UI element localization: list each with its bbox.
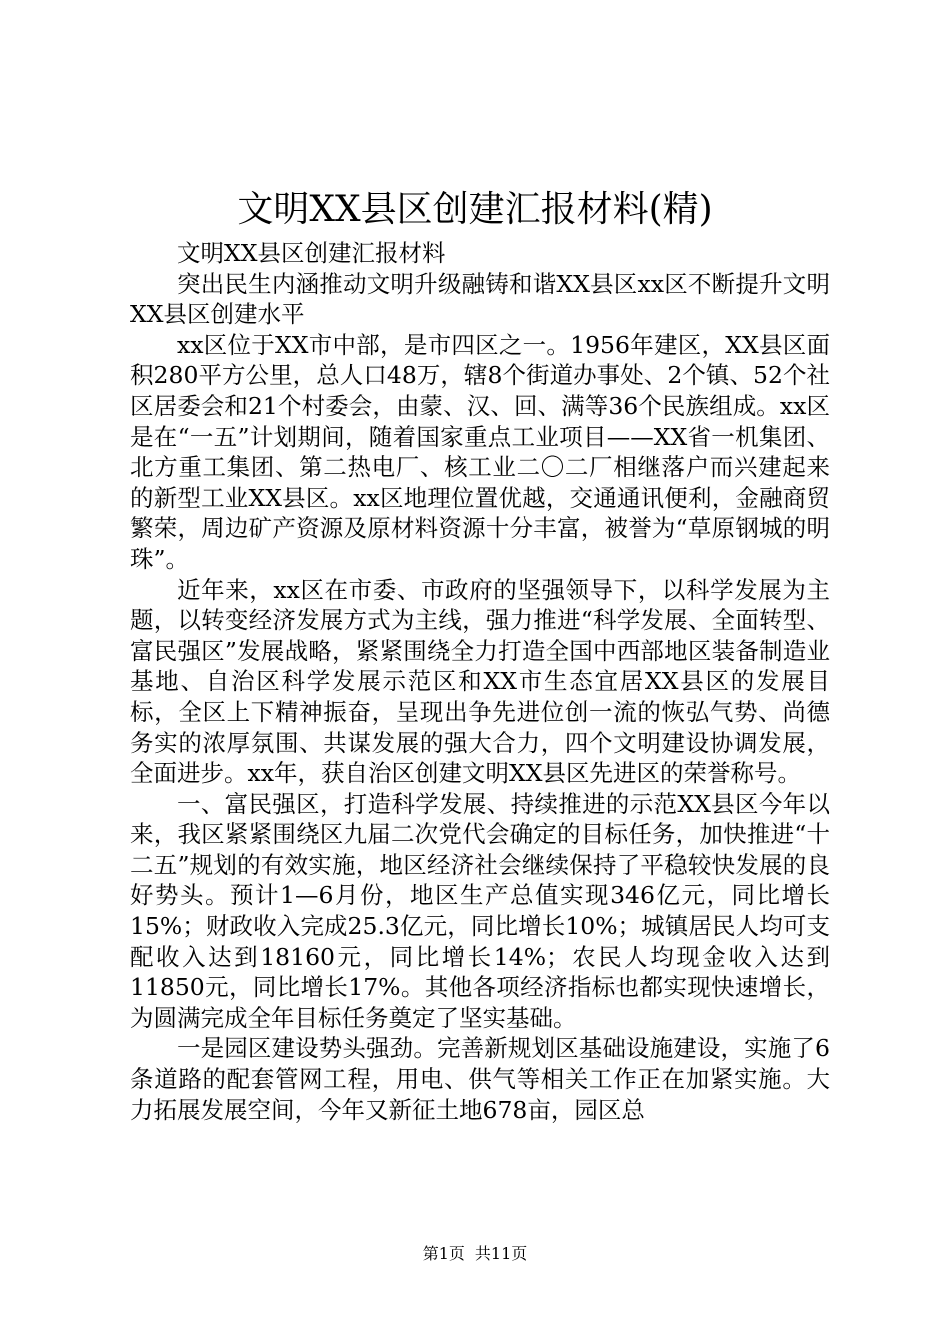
paragraph-headline: 突出民生内涵推动文明升级融铸和谐XX县区xx区不断提升文明XX县区创建水平 <box>130 269 830 329</box>
paragraph-recent-years: 近年来，xx区在市委、市政府的坚强领导下，以科学发展为主题，以转变经济发展方式为主线，强力推进“科学发展、全面转型、富民强区”发展战略，紧紧围绕全力打造全国中西部地区装备制造业基地、自治区科学发展示范区和XX市生态宜居XX县区的发展目标，全区上下精神振奋，呈现出争先进位创一流的恢弘气势、尚德务实的浓厚氛围、共谋发展的强大合力，四个文明建设协调发展，全面进步。xx年，获自治区创建文明XX县区先进区的荣誉称号。 <box>130 575 830 788</box>
paragraph-subtitle: 文明XX县区创建汇报材料 <box>177 239 446 267</box>
page-total: 共11页 <box>474 1244 528 1263</box>
paragraph-park-construction: 一是园区建设势头强劲。完善新规划区基础设施建设，实施了6条道路的配套管网工程，用电、供气等相关工作正在加紧实施。大力拓展发展空间，今年又新征土地678亩，园区总 <box>130 1034 830 1124</box>
paragraph-overview: xx区位于XX市中部，是市四区之一。1956年建区，XX县区面积280平方公里，总人口48万，辖8个街道办事处、2个镇、52个社区居委会和21个村委会，由蒙、汉、回、满等36个民族组成。xx区是在“一五”计划期间，随着国家重点工业项目——XX省一机集团、北方重工集团、第二热电厂、核工业二〇二厂相继落户而兴建起来的新型工业XX县区。xx区地理位置优越，交通通讯便利，金融商贸繁荣，周边矿产资源及原材料资源十分丰富，被誉为“草原钢城的明珠”。 <box>130 330 830 573</box>
page-number: 第1页 <box>422 1244 465 1263</box>
page-footer <box>0 1243 950 1265</box>
document-title: 文明XX县区创建汇报材料(精) <box>237 189 713 230</box>
document-body <box>130 238 830 1125</box>
paragraph-section-one: 一、富民强区，打造科学发展、持续推进的示范XX县区今年以来，我区紧紧围绕区九届二次党代会确定的目标任务，加快推进“十二五”规划的有效实施，地区经济社会继续保持了平稳较快发展的良好势头。预计1—6月份，地区生产总值实现346亿元，同比增长15%；财政收入完成25.3亿元，同比增长10%；城镇居民人均可支配收入达到18160元，同比增长14%；农民人均现金收入达到11850元，同比增长17%。其他各项经济指标也都实现快速增长，为圆满完成全年目标任务奠定了坚实基础。 <box>130 789 830 1032</box>
